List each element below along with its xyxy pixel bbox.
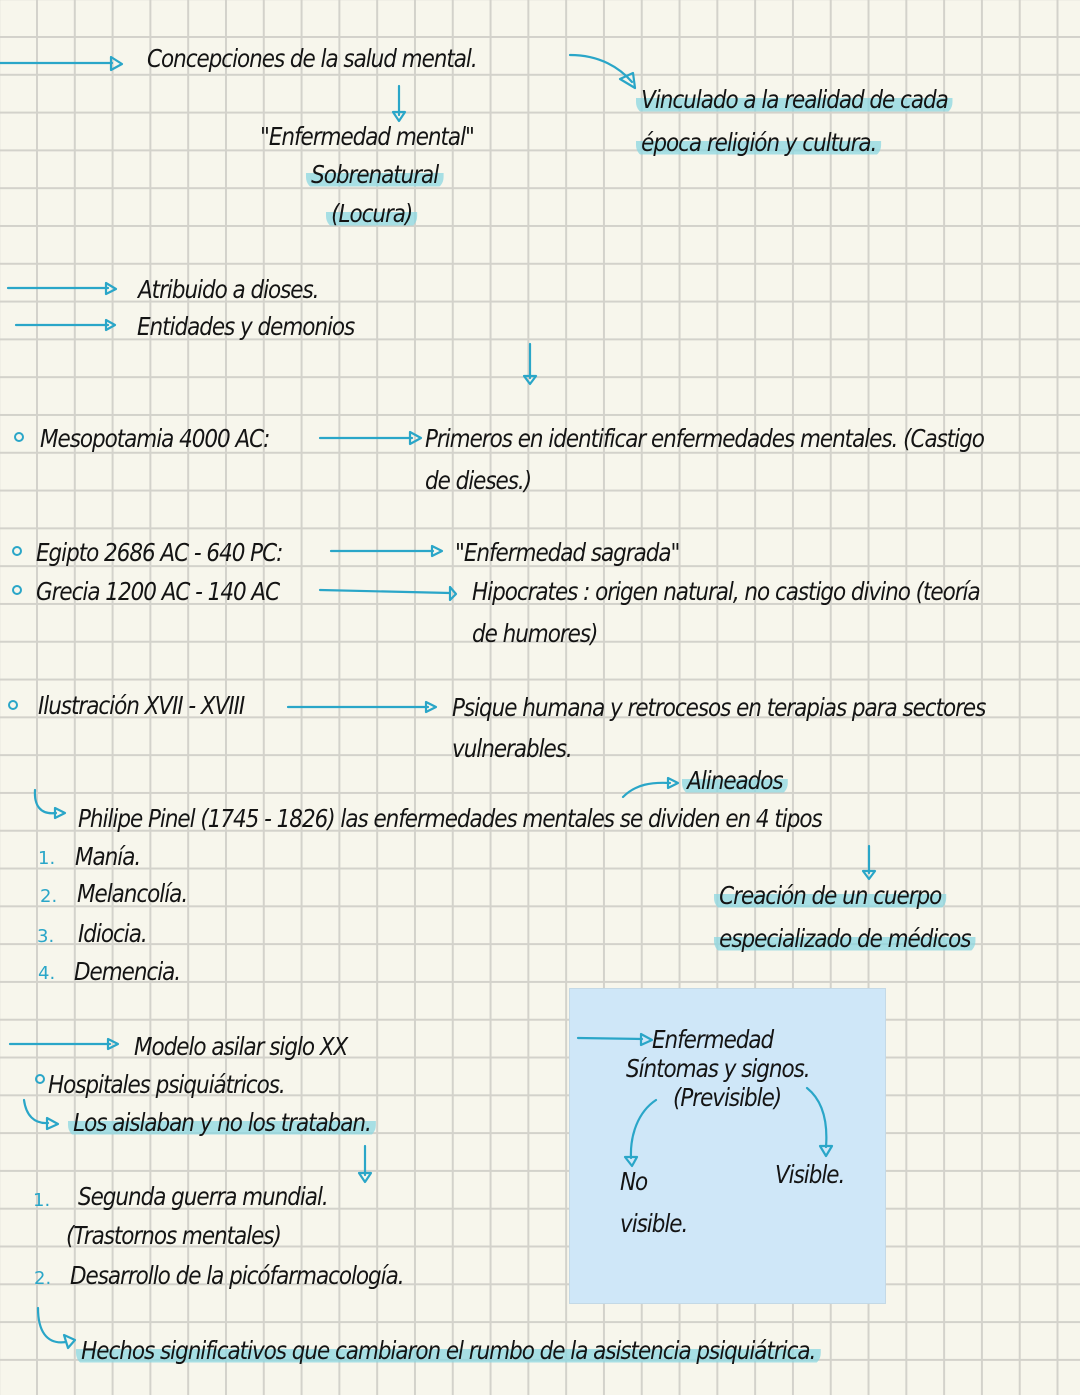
type-item: Demencia. bbox=[74, 957, 181, 986]
period-egipto: Egipto 2686 AC - 640 PC: bbox=[36, 538, 283, 567]
pinel-statement: Philipe Pinel (1745 - 1826) las enfermedades mentales se dividen en 4 tipos bbox=[78, 804, 822, 833]
concept-label: "Enfermedad mental" bbox=[260, 122, 474, 151]
desc-ilustracion-2: vulnerables. bbox=[452, 734, 572, 763]
list-number: 2. bbox=[40, 886, 58, 907]
context-line-2: época religión y cultura. bbox=[636, 128, 882, 158]
bullet-icon bbox=[12, 585, 22, 595]
type-item: Melancolía. bbox=[77, 879, 188, 908]
desc-grecia-2: de humores) bbox=[472, 619, 598, 648]
list-number: 2. bbox=[34, 1268, 52, 1289]
desc-ilustracion-1: Psique humana y retrocesos en terapias para sectores bbox=[452, 693, 986, 722]
asylum-treatment: Los aislaban y no los trataban. bbox=[68, 1108, 376, 1138]
attribution-demons: Entidades y demonios bbox=[137, 312, 355, 341]
asylum-hospitals: Hospitales psiquiátricos. bbox=[48, 1070, 285, 1099]
desc-mesopotamia-1: Primeros en identificar enfermedades mentales. (Castigo bbox=[425, 424, 984, 453]
box-symptoms: Síntomas y signos. bbox=[626, 1054, 810, 1083]
list-number: 4. bbox=[38, 963, 56, 984]
nature-highlight: Sobrenatural bbox=[306, 160, 443, 189]
box-title: Enfermedad bbox=[652, 1025, 774, 1054]
event-item: Desarrollo de la picófarmacología. bbox=[70, 1261, 404, 1290]
list-number: 3. bbox=[37, 926, 55, 947]
box-previsible: (Previsible) bbox=[673, 1083, 782, 1112]
period-mesopotamia: Mesopotamia 4000 AC: bbox=[40, 424, 270, 453]
attribution-gods: Atribuido a dioses. bbox=[138, 275, 319, 304]
asylum-title: Modelo asilar siglo XX bbox=[134, 1032, 348, 1061]
type-item: Idiocia. bbox=[78, 919, 147, 948]
box-not-visible-1: No bbox=[620, 1167, 648, 1196]
context-line-1: Vinculado a la realidad de cada bbox=[636, 85, 953, 115]
desc-egipto: "Enfermedad sagrada" bbox=[455, 538, 680, 567]
list-number: 1. bbox=[38, 848, 56, 869]
pinel-result-1: Creación de un cuerpo bbox=[714, 881, 946, 911]
period-grecia: Grecia 1200 AC - 140 AC bbox=[36, 577, 280, 606]
alias-highlight: (Locura) bbox=[326, 199, 417, 228]
event-item: Segunda guerra mundial. bbox=[78, 1182, 328, 1211]
type-item: Manía. bbox=[75, 842, 141, 871]
list-number: 1. bbox=[33, 1190, 51, 1211]
event-sub: (Trastornos mentales) bbox=[66, 1221, 281, 1250]
desc-mesopotamia-2: de dieses.) bbox=[425, 466, 532, 495]
bullet-icon bbox=[35, 1074, 45, 1084]
aligned-note: Alineados bbox=[682, 766, 788, 796]
bullet-icon bbox=[12, 546, 22, 556]
box-not-visible-2: visible. bbox=[620, 1209, 688, 1238]
box-visible: Visible. bbox=[775, 1160, 845, 1189]
alias-label bbox=[326, 199, 417, 229]
period-ilustracion: Ilustración XVII - XVIII bbox=[38, 691, 245, 720]
conclusion: Hechos significativos que cambiaron el rumbo de la asistencia psiquiátrica. bbox=[76, 1336, 820, 1366]
bullet-icon bbox=[8, 700, 18, 710]
bullet-icon bbox=[14, 432, 24, 442]
desc-grecia-1: Hipocrates : origen natural, no castigo divino (teoría bbox=[472, 577, 980, 606]
nature-label bbox=[306, 160, 443, 190]
pinel-result-2: especializado de médicos bbox=[714, 924, 976, 954]
page-title: Concepciones de la salud mental. bbox=[147, 44, 477, 73]
